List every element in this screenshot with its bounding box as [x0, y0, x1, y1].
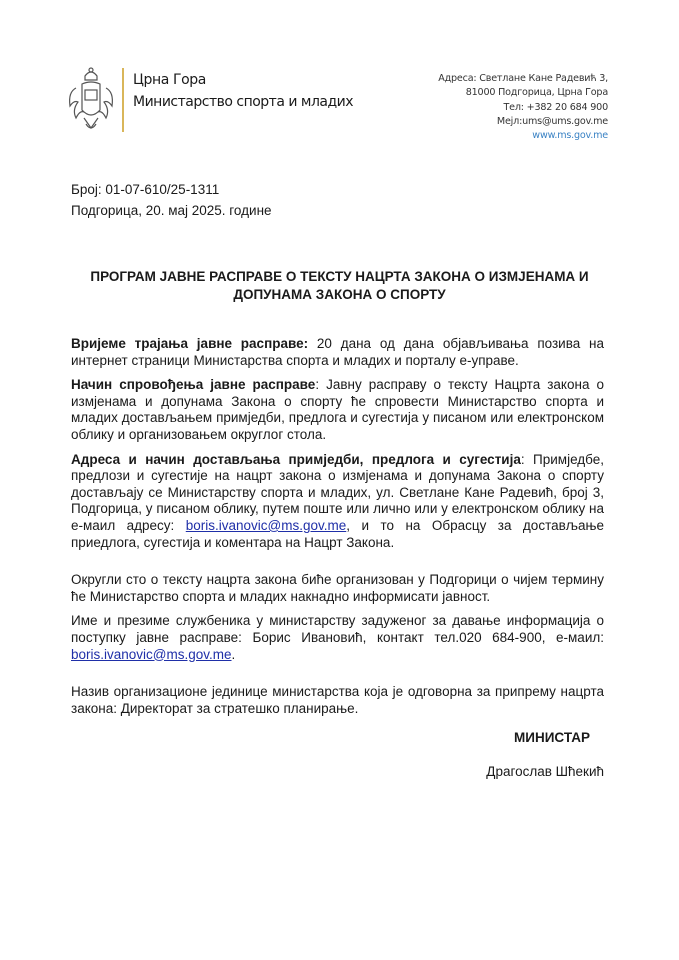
title-line-2: ДОПУНАМА ЗАКОНА О СПОРТУ: [233, 287, 446, 302]
contact-address-block: [438, 72, 608, 143]
document-number: Број: 01-07-610/25-1311: [71, 182, 220, 197]
phone: Тел: +382 20 684 900: [503, 101, 608, 113]
title-line-1: ПРОГРАМ ЈАВНЕ РАСПРАВЕ О ТЕКСТУ НАЦРТА ЗАКОНА О ИЗМЈЕНАМА И: [90, 269, 589, 284]
place-date: Подгорица, 20. мај 2025. године: [71, 203, 272, 218]
contact-text: Име и презиме службеника у министарству задуженог за давање информација о поступку јавне расправе: Борис Ивановић, контакт тел.020 684-900, е-маил:: [71, 613, 604, 645]
address-label: Адреса и начин достављања примједби, предлога и сугестија: [71, 451, 521, 467]
document-meta: [71, 179, 272, 221]
method-text: : Јавну расправу о тексту Нацрта закона о измјенама и допунама Закона о спорту ће спровести Министарство спорта и младих достављањем примједби, предлога и сугестија у писаном или електронском облику и организовањем округлог стола.: [71, 377, 604, 442]
method-label: Начин спровођења јавне расправе: [71, 377, 316, 393]
paragraph-address: [71, 452, 604, 552]
signature-role: МИНИСТАР: [514, 730, 590, 745]
address-line: Адреса: Светлане Кане Радевић 3,: [438, 73, 608, 84]
ministry-name: Министарство спорта и младих: [133, 94, 354, 110]
website-link[interactable]: www.ms.gov.me: [532, 130, 608, 142]
paragraph-round-table: Округли сто о тексту нацрта закона биће организован у Подгорици о чијем термину ће Министарство спорта и младих накнадно информисати јавност.: [71, 572, 604, 604]
paragraph-method: [71, 377, 604, 443]
duration-text: 20 дана од дана објављивања позива на интернет страници Министарства спорта и младих и порталу е-управе.: [71, 336, 604, 368]
contact-email-link[interactable]: boris.ivanovic@ms.gov.me: [71, 646, 232, 662]
paragraph-unit: Назив организационе јединице министарства која је одговорна за припрему нацрта закона: Директорат за стратешко планирање.: [71, 684, 604, 716]
paragraph-duration: [71, 336, 604, 369]
email-link[interactable]: boris.ivanovic@ms.gov.me: [185, 517, 347, 533]
header-divider: [122, 68, 124, 132]
address-city: 81000 Подгорица, Црна Гора: [465, 87, 608, 99]
contact-end: .: [231, 646, 236, 662]
address-text: : Примједбе, предлози и сугестије на нацрт закона о измјенама и допунама Закона о спорту достављају се Министарству спорта и младих, ул. Светлане Кане Радевић, број 3, Подгорица, у писаном облику, путем поште или лично или у електронском облику на е-маил адресу:: [71, 451, 604, 533]
duration-label: Вријеме трајања јавне расправе:: [71, 336, 309, 351]
document-body: [71, 336, 604, 725]
country-name: Црна Гора: [133, 72, 206, 88]
coat-of-arms-logo: [66, 66, 116, 132]
document-title: [71, 268, 608, 304]
signature-name: Драгослав Шћекић: [486, 764, 604, 779]
email: Мејл:ums@ums.gov.me: [496, 115, 608, 127]
paragraph-contact: [71, 613, 604, 663]
address-text-end: , и то на Обрасцу за достављање приедлога, сугестија и коментара на Нацрт Закона.: [71, 517, 604, 550]
